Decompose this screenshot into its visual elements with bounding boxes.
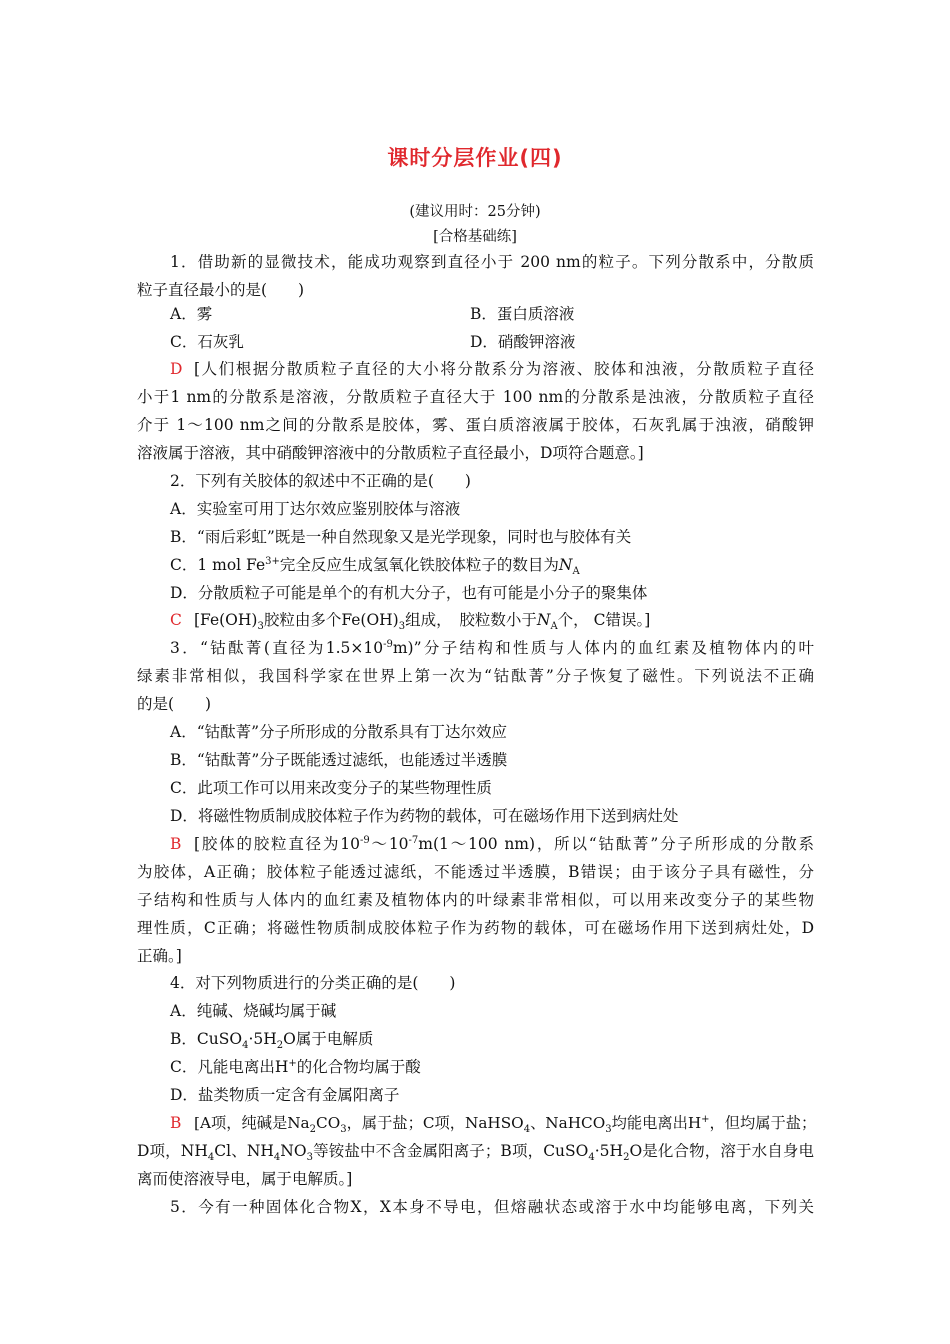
q3-stem-line1: 3．“钴酞菁(直径为$1.5\times 10^{-9}m$)”分子结构和性质与人体内的血红素及植物体内的叶	[170, 638, 814, 657]
q2-option-d: D．分散质粒子可能是单个的有机大分子，也有可能是小分子的聚集体	[170, 584, 648, 602]
q3-explanation-line2: 为胶体，A正确；胶体粒子能透过滤纸，不能透过半透膜，B错误；由于该分子具有磁性，分	[137, 863, 814, 881]
q3-explanation-line4: 理性质，C正确；将磁性物质制成胶体粒子作为药物的载体，可在磁场作用下送到病灶处，D	[137, 919, 814, 937]
q4-option-c: C．凡能电离出H+的化合物均属于酸	[170, 1057, 421, 1076]
q3-stem-line3: 的是( )	[137, 695, 212, 713]
q3-stem-line2: 绿素非常相似，我国科学家在世界上第一次为“钴酞菁”分子恢复了磁性。下列说法不正确	[137, 667, 814, 685]
q1-option-d: D．硝酸钾溶液	[470, 333, 576, 351]
q3-explanation-line1: [胶体的胶粒直径为$10^{-9}\sim 10^{-7}m(1\sim 100$ nm)，所以“钴酞菁”分子所形成的分散系	[194, 834, 814, 853]
q2-option-c: C．1 mol $Fe^{3+}$完全反应生成氢氧化铁胶体粒子的数目为$N_A$	[170, 555, 580, 578]
q3-explanation-line3: 子结构和性质与人体内的血红素及植物体内的叶绿素非常相似，可以用来改变分子的某些物	[137, 891, 814, 909]
q1-option-c: C．石灰乳	[170, 333, 244, 351]
q5-stem-line1: 5．今有一种固体化合物X，X本身不导电，但熔融状态或溶于水中均能够电离，下列关	[170, 1198, 814, 1216]
q3-option-a: A．“钴酞菁”分子所形成的分散系具有丁达尔效应	[170, 723, 508, 741]
q2-option-b: B．“雨后彩虹”既是一种自然现象又是光学现象，同时也与胶体有关	[170, 528, 632, 546]
q1-stem-line2: 粒子直径最小的是( )	[137, 281, 305, 299]
section-heading: [合格基础练]	[433, 229, 517, 245]
q3-option-d: D．将磁性物质制成胶体粒子作为药物的载体，可在磁场作用下送到病灶处	[170, 807, 679, 825]
q1-option-a: A．雾	[170, 305, 213, 323]
q4-explanation-line2: D项，$NH_4Cl$、$NH_4NO_3$等铵盐中不含金属阳离子；B项，$CuSO_4\cdot 5H_2O$是化合物，溶于水自身电	[137, 1142, 815, 1164]
q4-stem: 4．对下列物质进行的分类正确的是( )	[170, 974, 456, 992]
q4-explanation-line1: [A项，纯碱是$Na_2CO_3$，属于盐；C项，NaHSO$_4$、NaHCO$_3$均能电离出H+，但均属于盐；	[194, 1113, 817, 1136]
q4-answer: B	[170, 1114, 182, 1132]
q3-option-b: B．“钴酞菁”分子既能透过滤纸，也能透过半透膜	[170, 751, 508, 769]
q1-answer: D	[170, 360, 183, 378]
q4-explanation-line3: 离而使溶液导电，属于电解质。]	[137, 1170, 353, 1188]
q2-option-a: A．实验室可用丁达尔效应鉴别胶体与溶液	[170, 500, 461, 518]
q4-option-a: A．纯碱、烧碱均属于碱	[170, 1002, 337, 1020]
q4-option-b: B．$CuSO_4\cdot 5H_2O$属于电解质	[170, 1030, 374, 1052]
q1-explanation-line2: 小于1 nm的分散系是溶液，分散质粒子直径大于 100 nm的分散系是浊液，分散质粒子直径	[137, 388, 814, 406]
q3-answer: B	[170, 835, 182, 853]
q2-answer: C	[170, 611, 182, 629]
page-title: 课时分层作业(四)	[387, 146, 563, 170]
q2-stem: 2．下列有关胶体的叙述中不正确的是( )	[170, 472, 471, 490]
q3-option-c: C．此项工作可以用来改变分子的某些物理性质	[170, 779, 492, 797]
q1-explanation-line4: 溶液属于溶液，其中硝酸钾溶液中的分散质粒子直径最小，D项符合题意。]	[137, 444, 644, 462]
q1-stem-line1: 1．借助新的显微技术，能成功观察到直径小于 200 nm的粒子。下列分散系中，分散质	[170, 253, 814, 271]
q1-explanation-line3: 介于 1～100 nm之间的分散系是胶体，雾、蛋白质溶液属于胶体，石灰乳属于浊液，硝酸钾	[137, 416, 814, 434]
q4-option-d: D．盐类物质一定含有金属阳离子	[170, 1086, 400, 1104]
q3-explanation-line5: 正确。]	[137, 947, 182, 965]
time-hint: (建议用时：25分钟)	[409, 204, 541, 220]
q2-explanation: [$Fe(OH)_3$胶粒由多个$Fe(OH)_3$组成， 胶粒数小于$N_A$个， C错误。]	[194, 611, 651, 633]
q1-option-b: B．蛋白质溶液	[470, 305, 575, 323]
q1-explanation-line1: [人们根据分散质粒子直径的大小将分散系分为溶液、胶体和浊液，分散质粒子直径	[194, 360, 814, 378]
